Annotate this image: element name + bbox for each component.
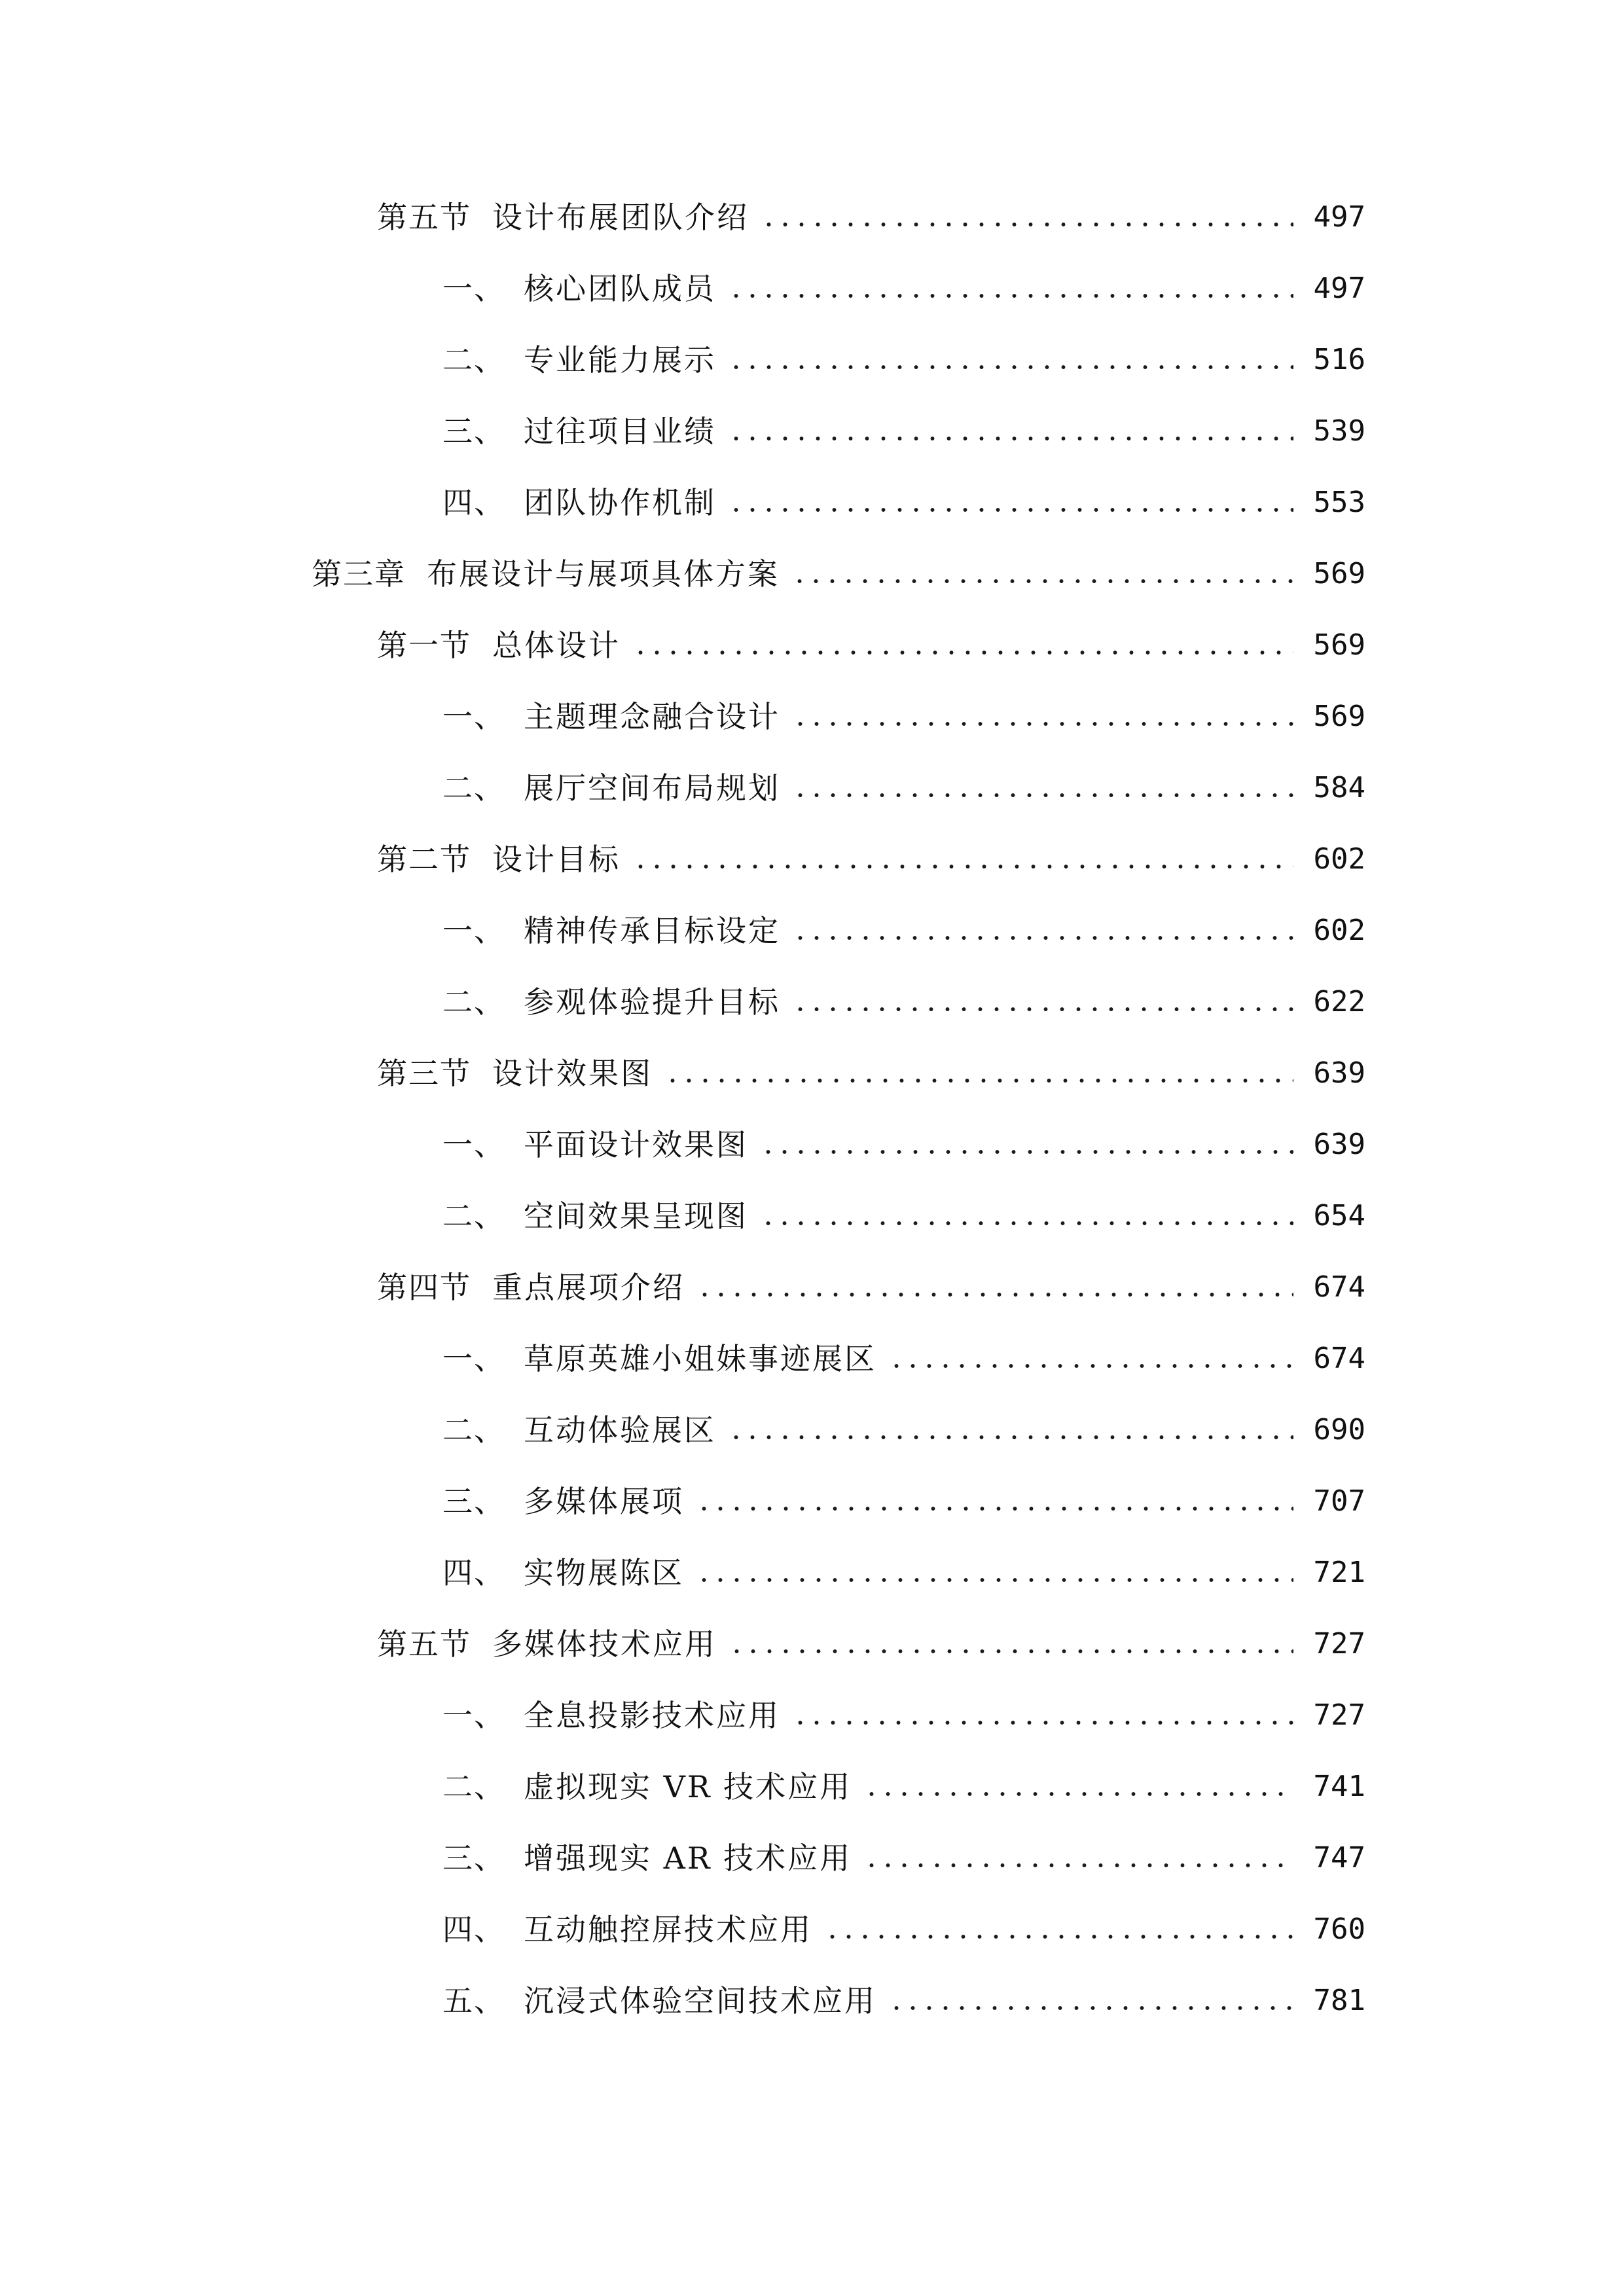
toc-entry-section[interactable] — [377, 194, 1365, 241]
toc-section-title: 重点展项介绍 — [492, 1270, 685, 1305]
toc-section-title: 设计布展团队介绍 — [492, 200, 749, 235]
toc-entry-subsection[interactable] — [442, 1335, 1365, 1382]
dot-leader — [696, 1577, 1293, 1583]
toc-entry-section[interactable] — [377, 836, 1365, 883]
toc-entry-subsection[interactable] — [442, 479, 1365, 526]
toc-subsection-number: 三、 — [442, 414, 505, 449]
dot-leader — [791, 578, 1293, 584]
toc-entry-section[interactable] — [377, 622, 1365, 669]
toc-subsection-number: 二、 — [442, 342, 505, 378]
toc-subsection-title: 展厅空间布局规划 — [524, 770, 780, 806]
toc-chapter-number: 第三章 — [312, 556, 406, 592]
toc-section-number: 第三节 — [377, 1056, 471, 1091]
toc-entry-subsection[interactable] — [442, 1549, 1365, 1596]
toc-page-number: 707 — [1313, 1484, 1365, 1518]
dot-leader — [792, 792, 1293, 798]
toc-page-number: 654 — [1313, 1199, 1365, 1232]
toc-page-number: 727 — [1313, 1698, 1365, 1732]
toc-entry-section[interactable] — [377, 1264, 1365, 1311]
dot-leader — [824, 1933, 1293, 1940]
toc-subsection-title: 过往项目业绩 — [524, 414, 716, 449]
toc-entry-subsection[interactable] — [442, 1763, 1365, 1810]
toc-entry-subsection[interactable] — [442, 1407, 1365, 1454]
toc-subsection-title: 团队协作机制 — [524, 485, 716, 520]
toc-section-number: 第五节 — [377, 200, 471, 235]
toc-subsection-title: 草原英雄小姐妹事迹展区 — [524, 1341, 876, 1376]
toc-section-title: 多媒体技术应用 — [492, 1626, 717, 1662]
dot-leader — [728, 435, 1293, 442]
toc-page-number: 569 — [1313, 700, 1365, 733]
toc-entry-subsection[interactable] — [442, 978, 1365, 1026]
toc-entry-chapter[interactable] — [312, 550, 1365, 598]
toc-page-number: 497 — [1313, 200, 1365, 234]
toc-subsection-number: 三、 — [442, 1840, 505, 1876]
toc-entry-subsection[interactable] — [442, 1478, 1365, 1525]
dot-leader — [728, 364, 1293, 370]
toc-section-number: 第一节 — [377, 628, 471, 663]
toc-page-number: 741 — [1313, 1770, 1365, 1803]
toc-subsection-number: 二、 — [442, 770, 505, 806]
dot-leader — [888, 2005, 1293, 2011]
toc-entry-subsection[interactable] — [442, 1692, 1365, 1739]
toc-entry-subsection[interactable] — [442, 1906, 1365, 1953]
toc-subsection-title: 互动体验展区 — [524, 1412, 716, 1448]
dot-leader — [632, 649, 1293, 656]
toc-subsection-number: 一、 — [442, 699, 505, 734]
toc-subsection-title: 专业能力展示 — [524, 342, 716, 378]
toc-section-number: 第四节 — [377, 1270, 471, 1305]
toc-page-number: 781 — [1313, 1984, 1365, 2017]
toc-subsection-number: 三、 — [442, 1484, 505, 1519]
toc-subsection-number: 二、 — [442, 1198, 505, 1234]
toc-page-number: 516 — [1313, 343, 1365, 376]
toc-page-number: 747 — [1313, 1841, 1365, 1874]
dot-leader — [863, 1862, 1293, 1869]
toc-subsection-title: 精神传承目标设定 — [524, 913, 780, 948]
toc-subsection-title: 虚拟现实 VR 技术应用 — [524, 1769, 852, 1804]
dot-leader — [760, 1220, 1293, 1227]
toc-entry-subsection[interactable] — [442, 907, 1365, 954]
toc-page-number: 639 — [1313, 1056, 1365, 1090]
toc-section-number: 第五节 — [377, 1626, 471, 1662]
toc-subsection-number: 一、 — [442, 1698, 505, 1733]
toc-subsection-title: 主题理念融合设计 — [524, 699, 780, 734]
toc-page-number: 602 — [1313, 842, 1365, 876]
dot-leader — [728, 1434, 1293, 1441]
toc-page-number: 674 — [1313, 1342, 1365, 1375]
toc-subsection-number: 四、 — [442, 1555, 505, 1590]
toc-entry-subsection[interactable] — [442, 764, 1365, 812]
toc-subsection-title: 互动触控屏技术应用 — [524, 1912, 812, 1947]
toc-page-number: 539 — [1313, 414, 1365, 448]
toc-subsection-title: 增强现实 AR 技术应用 — [524, 1840, 852, 1876]
dot-leader — [792, 935, 1293, 941]
toc-entry-subsection[interactable] — [442, 1835, 1365, 1882]
toc-entry-subsection[interactable] — [442, 693, 1365, 740]
toc-chapter-title: 布展设计与展项具体方案 — [427, 556, 780, 592]
toc-entry-section[interactable] — [377, 1621, 1365, 1668]
toc-section-title: 设计目标 — [492, 842, 621, 877]
toc-subsection-title: 参观体验提升目标 — [524, 984, 780, 1020]
toc-page-number: 760 — [1313, 1912, 1365, 1946]
toc-subsection-title: 核心团队成员 — [524, 271, 716, 306]
toc-subsection-number: 四、 — [442, 1912, 505, 1947]
dot-leader — [664, 1077, 1293, 1084]
dot-leader — [888, 1363, 1293, 1369]
toc-subsection-number: 四、 — [442, 485, 505, 520]
toc-subsection-number: 一、 — [442, 913, 505, 948]
dot-leader — [728, 507, 1293, 513]
toc-entry-subsection[interactable] — [442, 1193, 1365, 1240]
toc-page-number: 674 — [1313, 1270, 1365, 1304]
dot-leader — [863, 1791, 1293, 1797]
toc-page-number: 622 — [1313, 985, 1365, 1018]
toc-subsection-number: 五、 — [442, 1983, 505, 2018]
toc-page-number: 690 — [1313, 1413, 1365, 1446]
toc-page-number: 497 — [1313, 272, 1365, 305]
toc-subsection-title: 平面设计效果图 — [524, 1127, 748, 1162]
dot-leader — [728, 293, 1293, 299]
dot-leader — [792, 1006, 1293, 1013]
toc-subsection-title: 多媒体展项 — [524, 1484, 684, 1519]
toc-entry-subsection[interactable] — [442, 336, 1365, 384]
toc-page-number: 584 — [1313, 771, 1365, 804]
toc-subsection-number: 二、 — [442, 1412, 505, 1448]
dot-leader — [792, 1719, 1293, 1726]
dot-leader — [729, 1648, 1293, 1655]
dot-leader — [696, 1505, 1293, 1512]
dot-leader — [761, 221, 1293, 228]
toc-entry-section[interactable] — [377, 1050, 1365, 1097]
toc-subsection-title: 全息投影技术应用 — [524, 1698, 780, 1733]
toc-subsection-number: 二、 — [442, 984, 505, 1020]
toc-subsection-title: 沉浸式体验空间技术应用 — [524, 1983, 876, 2018]
toc-subsection-title: 空间效果呈现图 — [524, 1198, 748, 1234]
toc-page-number: 639 — [1313, 1128, 1365, 1161]
toc-entry-subsection[interactable] — [442, 265, 1365, 312]
toc-page-number: 553 — [1313, 486, 1365, 519]
toc-entry-subsection[interactable] — [442, 1121, 1365, 1168]
toc-subsection-number: 一、 — [442, 1341, 505, 1376]
toc-entry-subsection[interactable] — [442, 408, 1365, 455]
dot-leader — [760, 1149, 1293, 1155]
toc-page-number: 569 — [1313, 628, 1365, 662]
toc-entry-subsection[interactable] — [442, 1977, 1365, 2024]
dot-leader — [632, 863, 1293, 870]
toc-subsection-number: 一、 — [442, 1127, 505, 1162]
toc-subsection-number: 一、 — [442, 271, 505, 306]
toc-page-number: 602 — [1313, 914, 1365, 947]
dot-leader — [792, 721, 1293, 727]
dot-leader — [696, 1291, 1293, 1298]
toc-section-title: 总体设计 — [492, 628, 621, 663]
toc-section-number: 第二节 — [377, 842, 471, 877]
toc-page-number: 721 — [1313, 1556, 1365, 1589]
toc-section-title: 设计效果图 — [492, 1056, 653, 1091]
toc-page-number: 727 — [1313, 1627, 1365, 1660]
toc-subsection-title: 实物展陈区 — [524, 1555, 684, 1590]
toc-subsection-number: 二、 — [442, 1769, 505, 1804]
toc-page-number: 569 — [1313, 557, 1365, 590]
